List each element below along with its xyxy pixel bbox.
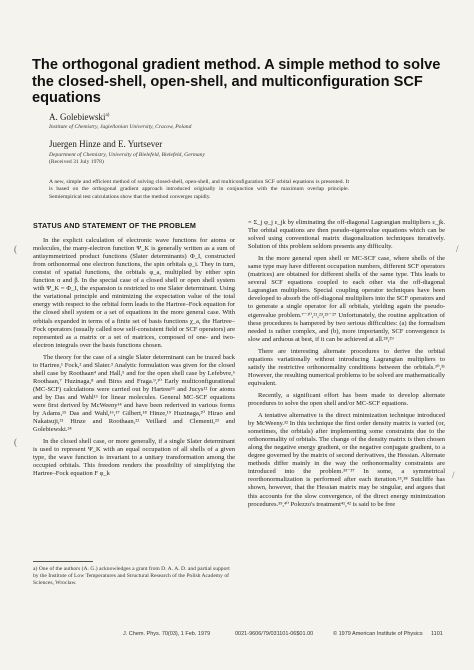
abstract: A new, simple and efficient method of solving closed-shell, open-shell, and multiconfiguration SCF orbital equations is presented. It is based on the orthogonal gradient approach introduced originally in conjunction with the maximum overlap principle. Semiempirical test calculations show that the method converges rapidly.	[49, 179, 349, 200]
received-date: (Received 31 July 1978)	[49, 159, 104, 165]
footer-journal: J. Chem. Phys. 70(03), 1 Feb. 1979	[123, 631, 211, 637]
right-column	[248, 219, 445, 513]
footer-copyright: © 1979 American Institute of Physics	[333, 631, 423, 637]
author-2-name: Juergen Hinze and E. Yurtsever	[49, 139, 163, 149]
margin-mark: (	[14, 244, 17, 254]
right-paragraph-4: Recently, a significant effort has been made to develop alternate procedures to solve the open shell and/or MC-SCF equations.	[248, 391, 445, 407]
author-1	[49, 112, 109, 122]
left-paragraph-1: In the explicit calculation of electronic wave functions for atoms or molecules, the many-electron function Ψ_K is generally written as a sum of antisymmetrized product functions (Slater determinants) Φ_I, constructed from orthonormal one electron functions, the spin orbitals φ_i. They in turn, consist of spatial functions, the orbitals φ_a, multiplied by either spin function α and β. In the special case of a closed shell or open shell system with Ψ_K = Φ_I, the expansion is restricted to one Slater determinant. Using the variational principle and minimizing the expectation value of the total energy with respect to the orbital form leads to the Hartree–Fock equation for the closed shell system or a set of equations in the more general case. With orbitals expanded in terms of a finite set of basis functions χ_a, the Hartree–Fock operators (usually called now self-consistent field or SCF operators) are represented as a matrix or a set of matrices, composed of one- and two-electron integrals over the basis functions chosen.	[33, 237, 235, 349]
right-paragraph-5: A tentative alternative is the direct minimization technique introduced by McWeeny.³² In this technique the first order density matrix is varied (or, sometimes, the orbitals) after implementing some constraints due to the orthonormality of orbitals. The change of the density matrix is then chosen along the negative energy gradient, or the negative conjugate gradient, to a degree governed by the matrix of second derivatives, the Hessian. Alternate methods differ mainly in the way the orthonormality constraints are introduced into the problem.³³⁻³⁷ In some, a symmetrical reorthonormalization is performed after each iteration.¹⁵,³⁸ Sutcliffe has shown, however, that the Hessian matrix may be singular, and argues that this accounts for the slow convergence, of the direct energy minimization procedures.³⁹,⁴⁰ Polezzo's treatment⁴¹,⁴² is said to be free	[248, 412, 445, 508]
margin-mark: (	[14, 437, 17, 447]
right-paragraph-3: There are interesting alternate procedures to derive the orbital equations variationally without introducing Lagrangian multipliers to satisfy the restrictive orthonormality conditions between the orbitals.³⁰,³¹ However, the resulting numerical problems to be solved are mathematically equivalent.	[248, 347, 445, 387]
author-2-affiliation: Department of Chemistry, University of Bielefeld, Bielefeld, Germany	[49, 152, 205, 158]
footer-code: 0021-9606/79/031101-06$01.00	[235, 631, 314, 637]
left-paragraph-3: In the closed shell case, or more generally, if a single Slater determinant is used to represent Ψ_K with an equal occupation of all shells of a given type, the wave function is invariant to a unitary transformation among the occupied orbitals. This freedom renders the possibility of simplifying the Hartree–Fock equation F φ_k	[33, 438, 235, 478]
author-1-name: A. Golebiewski	[49, 112, 106, 122]
right-paragraph-1: = Σ_j φ_j ε_jk by eliminating the off-diagonal Lagrangian multipliers ε_jk. The orbital equations are then pseudo-eigenvalue equations which can be solved using conventional matrix diagonalization techniques iteratively. Solution of this problem seldom presents any difficulty.	[248, 219, 445, 251]
page-number: 1101	[431, 631, 443, 637]
author-1-affiliation: Institute of Chemistry, Jagiellonian University, Cracow, Poland	[49, 124, 192, 130]
right-paragraph-2: In the more general open shell or MC-SCF case, where shells of the same type may have different occupation numbers, different SCF operators (matrices) are obtained for different shells of the same type. This leads to several SCF equations coupled to each other via the off-diagonal Lagrangian multipliers. Special coupling operator techniques have been developed to absorb the off-diagonal multipliers into the SCF operators and to generate a single operator for all orbitals, yielding again the pseudo-eigenvalue problem.⁷⁻¹⁰,²¹,²³,²⁵⁻²⁷ Unfortunately, the routine application of these procedures is hampered by two serious difficulties: (a) the formalism needed is rather complex, and (b), more importantly, SCF convergence is slow and arduous at best, if it can be achieved at all.²⁸,²⁹	[248, 255, 445, 343]
paper-title: The orthogonal gradient method. A simple method to solve the closed-shell, open-shell, and multiconfiguration SCF equations	[32, 57, 441, 106]
margin-mark: /	[452, 470, 455, 480]
section-heading: STATUS AND STATEMENT OF THE PROBLEM	[33, 221, 197, 230]
left-column	[33, 218, 235, 482]
footnote-rule	[33, 561, 93, 562]
footnote: a) One of the authors (A. G.) acknowledges a grant from D. A. A. D. and partial support by the Institute of Low Temperatures and Structural Research of the Polish Academy of Sciences, Wroclaw.	[33, 566, 230, 586]
page-footer	[33, 631, 446, 641]
author-1-footnote-mark: a)	[105, 113, 110, 118]
margin-mark: /	[456, 244, 459, 254]
left-paragraph-2: The theory for the case of a single Slater determinant can be traced back to Hartree,¹ Fock,² and Slater.³ Analytic formulation was given for the closed shell case by Roothaan⁴ and Hall,⁵ and for the open shell case by Lefebvre,⁶ Roothaan,⁷ Huzinaga,⁸ and Birss and Fraga.⁹,¹⁰ Early multiconfigurational (MC-SCF) calculations were carried out by Hartree¹¹ and Jucys¹² for atoms and by Das and Wahl¹³ for linear molecules. General MC-SCF equations were first derived by McWeeny¹⁴ and have been rederived in various forms by Adams,¹⁵ Das and Wahl,¹⁶,¹⁷ Gilbert,¹⁸ Hinze,¹⁹ Huzinaga,²⁰ Hirao and Nakatsuji,²¹ Hinze and Roothaan,²² Veillard and Clementi,²³ and Golebiewski.²⁴	[33, 353, 235, 434]
